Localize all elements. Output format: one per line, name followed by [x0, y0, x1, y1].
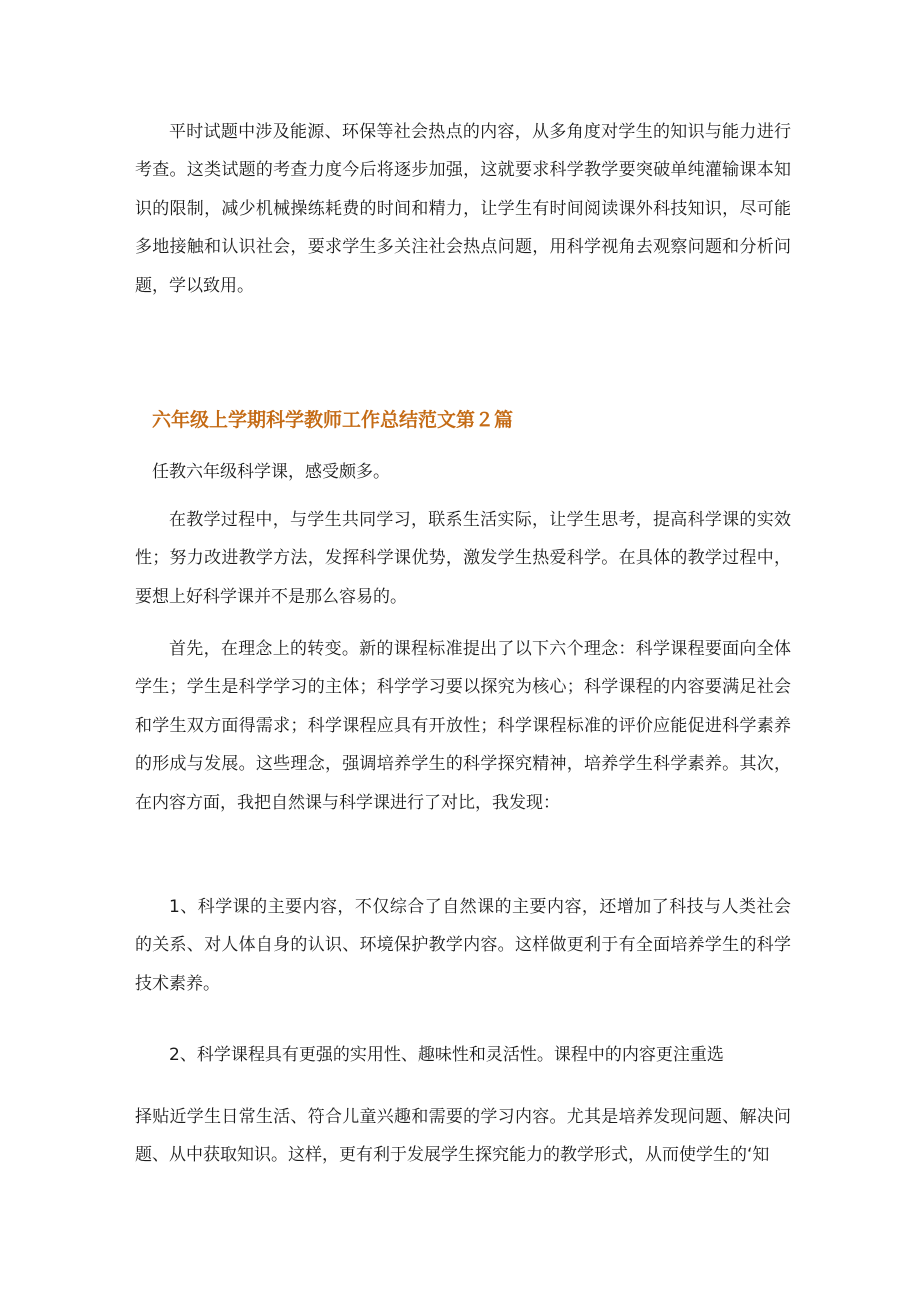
paragraph-energy-environment: 平时试题中涉及能源、环保等社会热点的内容，从多角度对学生的知识与能力进行考查。这类试题的考查力度今后将逐步加强，这就要求科学教学要突破单纯灌输课本知识的限制，减少机械操练耗费的时间和精力，让学生有时间阅读课外科技知识，尽可能多地接触和认识社会，要求学生多关注社会热点问题，用科学视角去观察问题和分析问题，学以致用。: [135, 122, 791, 296]
lead-line: 任教六年级科学课，感受颇多。: [152, 462, 390, 482]
paragraph-point-2: 2、科学课程具有更强的实用性、趣味性和灵活性。课程中的内容更注重选: [169, 1045, 724, 1065]
section-heading: 六年级上学期科学教师工作总结范文第２篇: [152, 409, 514, 431]
paragraph-continuation: 择贴近学生日常生活、符合儿童兴趣和需要的学习内容。尤其是培养发现问题、解决问题、从中获取知识。这样，更有利于发展学生探究能力的教学形式，从而使学生的‘知: [135, 1107, 791, 1166]
paragraph-teaching-process: 在教学过程中，与学生共同学习，联系生活实际，让学生思考，提高科学课的实效性；努力改进教学方法，发挥科学课优势，激发学生热爱科学。在具体的教学过程中，要想上好科学课并不是那么容易的。: [135, 510, 791, 607]
paragraph-concept-change: 首先，在理念上的转变。新的课程标准提出了以下六个理念：科学课程要面向全体学生；学生是科学学习的主体；科学学习要以探究为核心；科学课程的内容要满足社会和学生双方面得需求；科学课程应具有开放性；科学课程标准的评价应能促进科学素养的形成与发展。这些理念，强调培养学生的科学探究精神，培养学生科学素养。其次，在内容方面，我把自然课与科学课进行了对比，我发现：: [135, 639, 791, 813]
paragraph-point-1: 1、科学课的主要内容，不仅综合了自然课的主要内容，还增加了科技与人类社会的关系、对人体自身的认识、环境保护教学内容。这样做更利于有全面培养学生的科学技术素养。: [135, 897, 791, 994]
